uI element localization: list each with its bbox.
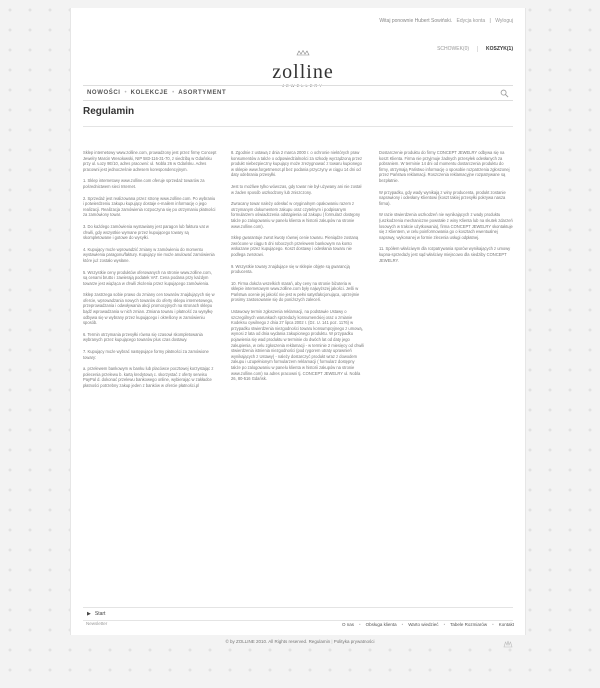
footer-links [342, 622, 514, 627]
crown-icon [296, 50, 310, 56]
terms-paragraph: Dostarczenie produktu do firmy CONCEPT JEWELRY odbywa się na koszt Klienta. Firma nie przyjmuje żadnych przesyłek odesłanych za pobraniem. W terminie 14 dni od momentu dostarczenia produktu do firmy, otrzymają Państwo informację o sposobie rozpatrzenia zgłoszonej przez Państwa reklamacji. Roszczenia reklamacyjne rozpatrywane są bezpłatnie. [379, 150, 510, 183]
terms-paragraph: Ustawowy termin zgłoszenia reklamacji, na podstawie Ustawy o szczególnych warunkach sprzedaży konsumenckiej oraz o zmianie Kodeksu cywilnego z dnia 27 lipca 2002 r. (Dz. U. 141 poz. 1176) w przypadku stwierdzenia niezgodności towaru konsumpcyjnego z umową, wynosi 2 lata od dnia wydania zakupionego produktu. W przypadku pojawienia się wad produktu w terminie do dwóch lat od daty jego zakupienia, w celu zgłoszenia reklamacji - w terminie 2 miesięcy od chwili stwierdzenia istnienia niezgodności (pod rygorem utraty uprawnień wynikających z Ustawy) - należy dostarczyć produkt wraz z dowodem zakupu i uzupełnionym formularzem reklamacji ( formularz dostępny także po zalogowaniu w panelu klienta w historii zakupów na stronie www.zolline.com) na adres pracowni tj. CONCEPT JEWELRY ul. Nobla 26, 80-516 Gdańsk. [231, 309, 365, 382]
logout-link[interactable]: Wyloguj [495, 18, 513, 24]
terms-column-3 [379, 150, 513, 395]
terms-paragraph: 5. Wszystkie ceny produktów oferowanych na stronie www.zolline.com, są cenami brutto i zawierają podatek VAT. Cena podana przy każdym towarze jest wiążąca w chwili złożenia przez kupującego zamówienia. [83, 269, 212, 286]
terms-paragraph: 4. Kupujący może wprowadzić zmiany w zamówieniu do momentu wystawienia paragonu/faktury. Kupujący nie może anulować zamówienia które już zostało wysłane. [83, 246, 215, 263]
footer-link-tabele-rozmiarow[interactable]: Tabele Rozmiarów [450, 622, 488, 627]
privacy-policy-link[interactable]: Polityka prywatności [333, 639, 375, 644]
footer-link-separator: • [401, 622, 404, 627]
footer-link-obsluga-klienta[interactable]: Obsługa klienta [365, 622, 397, 627]
terms-paragraph: 11. Spółem właściwym dla rozpatrywania sporów wynikających z umowy kupna-sprzedaży jest sąd właściwy miejscowo dla siedziby CONCEPT JEWELRY. [379, 246, 511, 263]
terms-paragraph: W przypadku, gdy wady wynikają z winy producenta, produkt zostanie naprawiony i odesłany Klientowi (koszt takiej przesyłki pokrywa nasza firma). [379, 189, 506, 206]
terms-paragraph: 2. Sprzedaż jest realizowana przez stronę www.zolline.com. Po wybraniu i potwierdzeniu zakupu kupujący dostaje e-mailem informację o jego realizacji. Realizacja zamówienia rozpoczyna się po otrzymaniu płatności za zamówiony towar. [83, 195, 216, 218]
terms-paragraph: Sklep internetowy www.zolline.com, prowadzony jest przez firmę Concept Jewelry Marcin Wesołowski, NIP 583-116-31-70, z siedzibą w Gdańsku przy ul. Łozy 9E/10, adres pracowni: ul. Nobla 26 w Gdańsku. Adres pracowni jest jednocześnie adresem korespondencyjnym. [83, 150, 217, 172]
terms-paragraph: 1. Sklep internetowy www.zolline.com oferuje sprzedaż towarów za pośrednictwem sieci Internet. [83, 178, 205, 189]
cart-link[interactable]: KOSZYK(1) [486, 46, 513, 52]
nav-item-kolekcje[interactable]: KOLEKCJE [130, 90, 169, 96]
footer-link-separator: • [492, 622, 494, 627]
nav-item-asortyment[interactable]: ASORTYMENT [178, 90, 227, 96]
logo[interactable] [268, 44, 338, 88]
terms-column-1 [83, 150, 217, 395]
terms-paragraph: 9. Wszystkie towary znajdujące się w sklepie objęte są gwarancją producenta. [231, 263, 350, 275]
edit-account-link[interactable]: Edycja konta [456, 18, 486, 24]
title-divider [83, 126, 513, 127]
page-container [70, 8, 526, 635]
footer-link-separator: • [359, 622, 361, 627]
terms-paragraph: Sklep zastrzega sobie prawo do zmiany cen towarów znajdujących się w ofercie, wprowadzania nowych towarów do oferty sklepu internetowego, przeprowadzania i odwoływania akcji promocyjnych na stronach sklepu bądź wprowadzania w nich zmian. Zmiana towaru i płatność za wysyłkę odbywa się w wybrany przez kupującego i określony w zamówieniu sposób. [83, 292, 215, 326]
nav-separator: • [172, 90, 175, 96]
wishlist-link[interactable]: SCHOWEK(0) [437, 46, 478, 52]
terms-paragraph: 7. Kupujący może wybrać następujące formy płatności za zamówione towary: [83, 349, 209, 360]
terms-paragraph: 8. Zgodnie z ustawą z dnia 2 marca 2000 r. o ochronie niektórych praw konsumentów a także o odpowiedzialności za szkodę wyrządzoną przez produkt niebezpieczny kupujący może zrezygnować z towaru kupionego w sklepie www.forgetmenot.pl bez podania przyczyny w ciągu 14 dni od daty odebrania przesyłki. [231, 150, 363, 178]
account-bar [376, 18, 513, 24]
terms-column-2 [231, 150, 365, 395]
page-title: Regulamin [83, 106, 135, 117]
terms-paragraph: a. przelewem bankowym w banku lub placówce pocztowej korzystając z polecenia przelewu b. kartą kredytową c. skorzystać z oferty serwisu PayPal d. dokonać przelewu bankowego online, wybierając w zakładce płatności potrzebny zakup jeden z banków w ofercie płatności.pl [83, 366, 214, 388]
breadcrumb [83, 607, 513, 621]
copyright-text: © by ZOLLINE 2010. All Rights reserved. [225, 639, 308, 644]
newsletter-link[interactable]: Newsletter [86, 621, 108, 626]
logo-name: zolline [272, 61, 334, 83]
terms-paragraph: Zwracany towar należy odesłać w oryginalnym opakowaniu razem z otrzymanym dokumentem zakupu oraz czytelnym i podpisanym formularzem oświadczenia odstąpienia od zakupu ( formularz dostępny także po zalogowaniu w panelu klienta w historii zakupów na stronie www.zolline.com). [231, 201, 361, 229]
terms-paragraph: 10. Firma dołoża wszelkich starań, aby ceny na stronie biżuteria w sklepie internetowym www.zolline.com były najwyższej jakości. Jeśli w Państwa ocenie jej jakość nie jest w pełni satysfakcjonująca, uprzejmie prosimy zastosowanie się do poniższych zaleceń. [231, 280, 360, 303]
account-separator: | [489, 18, 491, 24]
main-nav [83, 85, 513, 101]
terms-content [83, 150, 513, 395]
greeting-text: Witaj ponownie Hubert Sowiński. [379, 18, 453, 24]
terms-paragraph: Sklep gwarantuje zwrot kwoty równej cenie towaru. Pieniądze zostaną zwrócone w ciągu 5 dni roboczych przelewem bankowym na konto wskazane przez kupującego. Koszt dostawy i odesłania towaru nie podlega zwrotowi. [231, 235, 359, 257]
terms-paragraph: W razie stwierdzenia uszkodzeń nie wynikających z wady produktu (uszkodzenia mechaniczne powstałe z winy Klienta lub na skutek zdarzeń losowych w trakcie użytkowania), firma CONCEPT JEWELRY skontaktuje się z Klientem, w celu poinformowania go o kosztach ewentualnej naprawy, wykonanej w formie zlecenia usługi odpłatnej. [379, 212, 513, 240]
logo-tagline: JEWELLERY [282, 83, 324, 88]
cart-area [437, 46, 513, 52]
nav-separator: • [124, 90, 127, 96]
footer-link-separator: • [443, 622, 446, 627]
terms-paragraph: Jest to możliwe tylko wówczas, gdy towar nie był używany ani nie został w żaden sposób uszkodzony lub zniszczony. [231, 183, 362, 195]
regulamin-link[interactable]: Regulamin [308, 639, 331, 644]
legal-separator: | [331, 639, 333, 644]
terms-paragraph: 6. Termin otrzymania przesyłki równa się czasowi skompletowania wybranych przez kupującego towarów plus czas dostawy. [83, 331, 203, 343]
footer-link-o-nas[interactable]: O nas [342, 622, 355, 627]
breadcrumb-arrow-icon: ▶ [87, 611, 91, 617]
nav-item-nowosci[interactable]: NOWOŚCI [87, 90, 121, 96]
terms-paragraph: 3. Do każdego zamówienia wystawiany jest paragon lub faktura vat w chwili, gdy wszystkie wymane przez kupującego towary są skompletowane i gotowe do wysyłki. [83, 223, 209, 241]
footer-link-warto-wiedziec[interactable]: Warto wiedzieć [408, 622, 439, 627]
footer-link-kontakt[interactable]: Kontakt [498, 622, 514, 627]
breadcrumb-start-link[interactable]: Start [94, 611, 106, 617]
crown-icon [503, 639, 513, 649]
search-icon[interactable] [500, 89, 509, 98]
